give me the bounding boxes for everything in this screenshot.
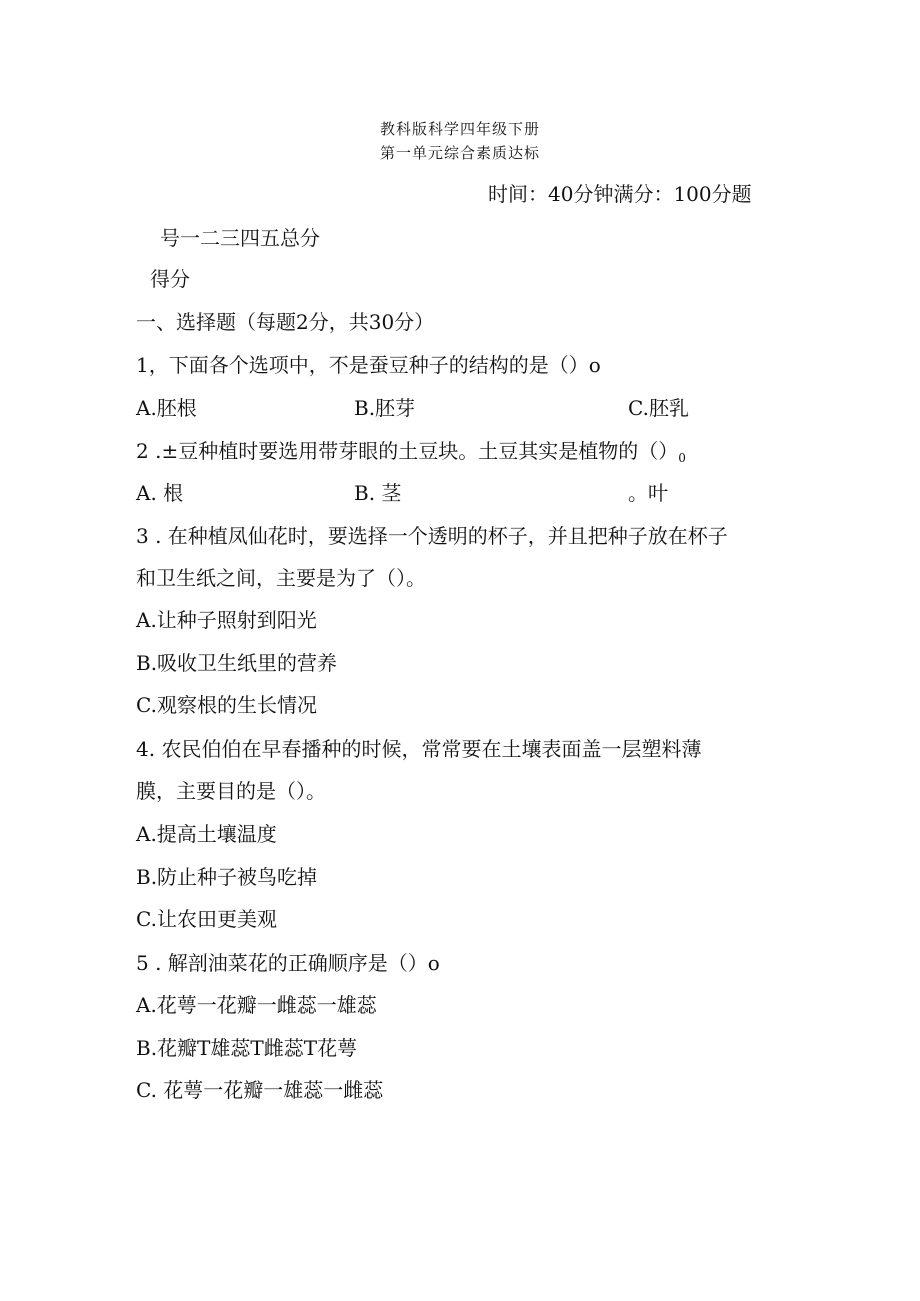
section-heading: 一、选择题（每题2分，共30分） — [136, 310, 435, 334]
question-2-option-b: B. 茎 — [354, 481, 402, 505]
question-5-option-c: C. 花萼一花瓣一雄蕊一雌蕊 — [136, 1078, 384, 1102]
question-2-stem-tail: 0 — [678, 451, 686, 465]
question-2-stem — [136, 438, 686, 471]
question-1-option-c: C.胚乳 — [628, 396, 689, 420]
question-5-option-a: A.花萼一花瓣一雌蕊一雄蕊 — [136, 993, 377, 1017]
question-2-option-a: A. 根 — [136, 481, 184, 505]
document-title: 教科版科学四年级下册 — [379, 120, 540, 138]
question-4-stem-line2: 膜，主要目的是（）。 — [136, 779, 326, 803]
question-3-option-c: C.观察根的生长情况 — [136, 693, 317, 717]
question-4-option-b: B.防止种子被鸟吃掉 — [136, 865, 318, 889]
question-1-stem: 1，下面各个选项中，不是蚕豆种子的结构的是（）o — [136, 353, 601, 377]
question-4-option-c: C.让农田更美观 — [136, 907, 277, 931]
score-table-row: 得分 — [150, 267, 190, 291]
question-3-stem-line2: 和卫生纸之间，主要是为了（）。 — [136, 566, 426, 590]
question-3-stem-line1: 3 . 在种植凤仙花时，要选择一个透明的杯子，并且把种子放在杯子 — [136, 524, 728, 548]
question-1-option-a: A.胚根 — [136, 396, 197, 420]
question-4-stem-line1: 4. 农民伯伯在早春播种的时候，常常要在土壤表面盖一层塑料薄 — [136, 737, 702, 761]
question-3-option-b: B.吸收卫生纸里的营养 — [136, 651, 338, 675]
question-4-option-a: A.提高土壤温度 — [136, 822, 277, 846]
question-3-option-a: A.让种子照射到阳光 — [136, 608, 317, 632]
score-table-header: 号一二三四五总分 — [160, 226, 320, 250]
exam-meta: 时间：40分钟满分：100分题 — [488, 182, 752, 206]
question-5-stem: 5 . 解剖油菜花的正确顺序是（）o — [136, 951, 440, 975]
question-5-option-b: B.花瓣T雄蕊T雌蕊T花萼 — [136, 1036, 358, 1060]
question-1-option-b: B.胚芽 — [354, 396, 416, 420]
question-2-stem-text: 2 .±豆种植时要选用带芽眼的土豆块。土豆其实是植物的（） — [136, 439, 679, 463]
question-2-option-c: 。叶 — [628, 481, 668, 505]
document-subtitle: 第一单元综合素质达标 — [379, 144, 540, 162]
